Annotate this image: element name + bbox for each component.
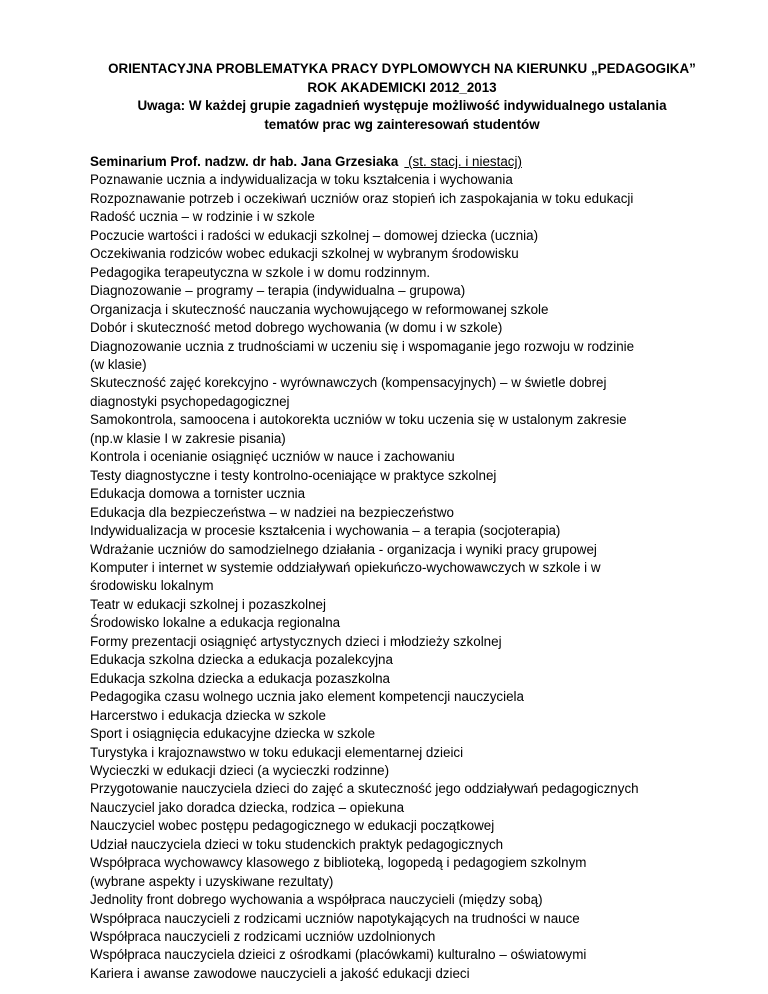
topic-line: Organizacja i skuteczność nauczania wychowującego w reformowanej szkole [90, 301, 549, 317]
topic-line: Jednolity front dobrego wychowania a współpraca nauczycieli (między sobą) [90, 892, 543, 908]
topic-line: Samokontrola, samoocena i autokorekta uczniów w toku uczenia się w ustalonym zakresie [90, 412, 627, 428]
document-header [84, 60, 720, 134]
topic-line: Oczekiwania rodziców wobec edukacji szkolnej w wybranym środowisku [90, 246, 519, 262]
topic-line: Testy diagnostyczne i testy kontrolno-oceniające w praktyce szkolnej [90, 467, 497, 483]
header-academic-year: ROK AKADEMICKI 2012_2013 [307, 79, 497, 95]
topic-line: Dobór i skuteczność metod dobrego wychowania (w domu i w szkole) [90, 320, 503, 336]
header-note: Uwaga: W każdej grupie zagadnień występuje możliwość indywidualnego ustalania [137, 98, 667, 113]
topic-line: Nauczyciel wobec postępu pedagogicznego w edukacji początkowej [90, 818, 495, 834]
topic-line: Harcerstwo i edukacja dziecka w szkole [90, 707, 326, 723]
topic-line: Edukacja szkolna dziecka a edukacja pozalekcyjna [90, 652, 393, 668]
topic-line: Radość ucznia – w rodzinie i w szkole [90, 209, 315, 225]
topic-line: diagnostyki psychopedagogicznej [90, 393, 290, 409]
topic-line: Współpraca nauczyciela dzieici z ośrodkami (placówkami) kulturalno – oświatowymi [90, 947, 587, 963]
topic-line: Edukacja domowa a tornister ucznia [90, 486, 306, 502]
topic-line: Środowisko lokalne a edukacja regionalna [90, 615, 341, 631]
topic-line: Teatr w edukacji szkolnej i pozaszkolnej [90, 596, 326, 612]
header-title: ORIENTACYJNA PROBLEMATYKA PRACY DYPLOMOWYCH NA KIERUNKU „PEDAGOGIKA” [108, 61, 696, 76]
seminar-name: Seminarium Prof. nadzw. dr hab. Jana Grzesiaka [90, 154, 399, 169]
topic-line: Pedagogika terapeutyczna w szkole i w domu rodzinnym. [90, 264, 431, 280]
topic-line: Współpraca wychowawcy klasowego z biblioteką, logopedą i pedagogiem szkolnym [90, 855, 587, 871]
topic-list [90, 171, 720, 983]
topic-line: (w klasie) [90, 356, 147, 372]
topic-line: Kariera i awanse zawodowe nauczycieli a jakość edukacji dzieci [90, 965, 470, 981]
topic-line: Wycieczki w edukacji dzieci (a wycieczki rodzinne) [90, 762, 390, 778]
topic-line: Rozpoznawanie potrzeb i oczekiwań uczniów oraz stopień ich zaspokajania w toku edukacji [90, 190, 634, 206]
topic-line: Nauczyciel jako doradca dziecka, rodzica – opiekuna [90, 799, 405, 815]
topic-line: Indywidualizacja w procesie kształcenia i wychowania – a terapia (socjoterapia) [90, 523, 561, 539]
topic-line: Poznawanie ucznia a indywidualizacja w toku kształcenia i wychowania [90, 172, 513, 188]
topic-line: Przygotowanie nauczyciela dzieci do zajęć a skuteczność jego oddziaływań pedagogicznych [90, 781, 639, 797]
topic-line: Wdrażanie uczniów do samodzielnego działania - organizacja i wyniki pracy grupowej [90, 541, 597, 557]
topic-line: Turystyka i krajoznawstwo w toku edukacji elementarnej dzieici [90, 744, 464, 760]
topic-line: Diagnozowanie – programy – terapia (indywidualna – grupowa) [90, 283, 466, 299]
topic-line: środowisku lokalnym [90, 578, 214, 594]
topic-line: Poczucie wartości i radości w edukacji szkolnej – domowej dziecka (ucznia) [90, 227, 539, 243]
topic-line: Współpraca nauczycieli z rodzicami uczniów uzdolnionych [90, 929, 436, 945]
seminar-section [90, 153, 720, 983]
topic-line: Sport i osiągnięcia edukacyjne dziecka w szkole [90, 726, 376, 742]
topic-line: Kontrola i ocenianie osiągnięć uczniów w nauce i zachowaniu [90, 449, 455, 465]
topic-line: Diagnozowanie ucznia z trudnościami w uczeniu się i wspomaganie jego rozwoju w rodzinie [90, 338, 635, 354]
topic-line: Edukacja dla bezpieczeństwa – w nadziei na bezpieczeństwo [90, 504, 454, 520]
topic-line: Formy prezentacji osiągnięć artystycznych dzieci i młodzieży szkolnej [90, 633, 502, 649]
header-note-continued: tematów prac wg zainteresowań studentów [264, 116, 540, 132]
topic-line: Skuteczność zajęć korekcyjno - wyrównawczych (kompensacyjnych) – w świetle dobrej [90, 375, 607, 391]
topic-line: Udział nauczyciela dzieci w toku studenckich praktyk pedagogicznych [90, 836, 504, 852]
topic-line: Edukacja szkolna dziecka a edukacja pozaszkolna [90, 670, 390, 686]
topic-line: Komputer i internet w systemie oddziaływań opiekuńczo-wychowawczych w szkole i w [90, 559, 601, 575]
seminar-heading [90, 153, 720, 171]
topic-line: (np.w klasie I w zakresie pisania) [90, 430, 286, 446]
seminar-mode: (st. stacj. i niestacj) [404, 154, 522, 169]
topic-line: Pedagogika czasu wolnego ucznia jako element kompetencji nauczyciela [90, 689, 524, 705]
topic-line: Współpraca nauczycieli z rodzicami uczniów napotykających na trudności w nauce [90, 910, 580, 926]
topic-line: (wybrane aspekty i uzyskiwane rezultaty) [90, 873, 334, 889]
